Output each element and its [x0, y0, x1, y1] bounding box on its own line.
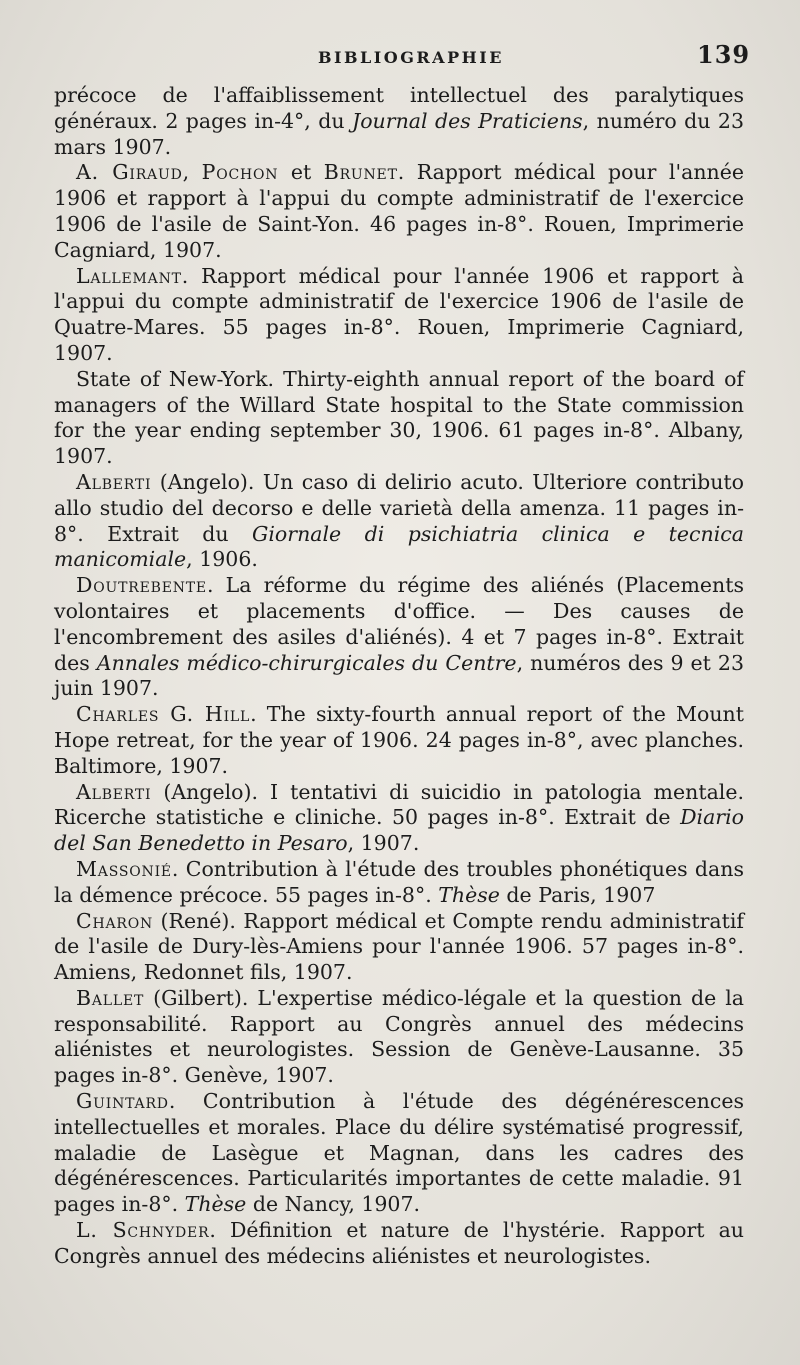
entry-author: A. Giraud [76, 160, 183, 185]
bibliography-entry: Charles G. Hill. The sixty-fourth annual report of the Mount Hope retreat, for the year of 1906. 24 pages in-8°, avec planches. Baltimore, 1907. [54, 702, 744, 778]
bibliography-entry: Alberti (Angelo). Un caso di delirio acuto. Ulteriore contributo allo studio del decorso e delle varietà della amenza. 11 pages in-8°. Extrait du Giornale di psichiatria clinica e tecnica manicomiale, 1906. [54, 469, 744, 572]
bibliography-entry: Guintard. Contribution à l'étude des dégénérescences intellectuelles et morales. Place du délire systématisé progressif, maladie de Lasègue et Magnan, dans les cadres des dégénérescences. Particularités importantes de cette maladie. 91 pages in-8°. Thèse de Nancy, 1907. [54, 1089, 744, 1217]
entry-author: Charon [76, 908, 154, 933]
bibliography-entry: A. Giraud, Pochon et Brunet. Rapport médical pour l'année 1906 et rapport à l'appui du compte administratif de l'exercice 1906 de l'asile de Saint-Yon. 46 pages in-8°. Rouen, Imprimerie Cagniard, 1907. [54, 160, 744, 262]
bibliography-entry: L. Schnyder. Définition et nature de l'hystérie. Rapport au Congrès annuel des médecins aliénistes et neurologistes. [54, 1218, 744, 1268]
bibliography-entry: précoce de l'affaiblissement intellectuel des paralytiques généraux. 2 pages in-4°, du Journal des Praticiens, numéro du 23 mars 1907. [54, 83, 744, 159]
bibliography-entry: Doutrebente. La réforme du régime des aliénés (Placements volontaires et placements d'office. — Des causes de l'encombrement des asiles d'aliénés). 4 et 7 pages in-8°. Extrait des Annales médico-chirurgicales du Centre, numéros des 9 et 23 juin 1907. [54, 573, 745, 701]
entry-author: Guintard [76, 1089, 169, 1114]
entry-author: Lallemant [76, 263, 182, 288]
bibliography-entry: Lallemant. Rapport médical pour l'année 1906 et rapport à l'appui du compte administratif de l'exercice 1906 de l'asile de Quatre-Mares. 55 pages in-8°. Rouen, Imprimerie Cagniard, 1907. [54, 263, 744, 365]
bibliography-entry: Massonié. Contribution à l'étude des troubles phonétiques dans la démence précoce. 55 pages in-8°. Thèse de Paris, 1907 [54, 856, 744, 907]
running-title: BIBLIOGRAPHIE [318, 48, 504, 67]
bibliography-entry: Ballet (Gilbert). L'expertise médico-légale et la question de la responsabilité. Rapport au Congrès annuel des médecins aliénistes et neurologistes. Session de Genève-Lausanne. 35 pages in-8°. Genève, 1907. [54, 985, 744, 1088]
bibliography-entry: Alberti (Angelo). I tentativi di suicidio in patologia mentale. Ricerche statistiche e cliniche. 50 pages in-8°. Extrait de Diario del San Benedetto in Pesaro, 1907. [54, 779, 744, 856]
bibliography-entry: State of New-York. Thirty-eighth annual report of the board of managers of the Willard State hospital to the State commission for the year ending september 30, 1906. 61 pages in-8°. Albany, 1907. [54, 366, 744, 469]
page-header [0, 40, 800, 80]
entry-author: Brunet [323, 160, 398, 185]
entry-author: Ballet [76, 985, 145, 1010]
bibliography-text [54, 83, 744, 1270]
entry-author: Charles G. Hill [76, 702, 251, 727]
entry-author: L. Schnyder [76, 1218, 210, 1243]
entry-author: Pochon [201, 160, 279, 185]
entry-author: Massonié [76, 856, 172, 881]
entry-author: Alberti [76, 779, 152, 804]
entry-author: Alberti [76, 469, 152, 494]
page-number: 139 [697, 40, 751, 69]
entry-author: Doutrebente [76, 573, 207, 598]
bibliography-entry: Charon (René). Rapport médical et Compte rendu administratif de l'asile de Dury-lès-Amiens pour l'année 1906. 57 pages in-8°. Amiens, Redonnet fils, 1907. [54, 908, 744, 985]
